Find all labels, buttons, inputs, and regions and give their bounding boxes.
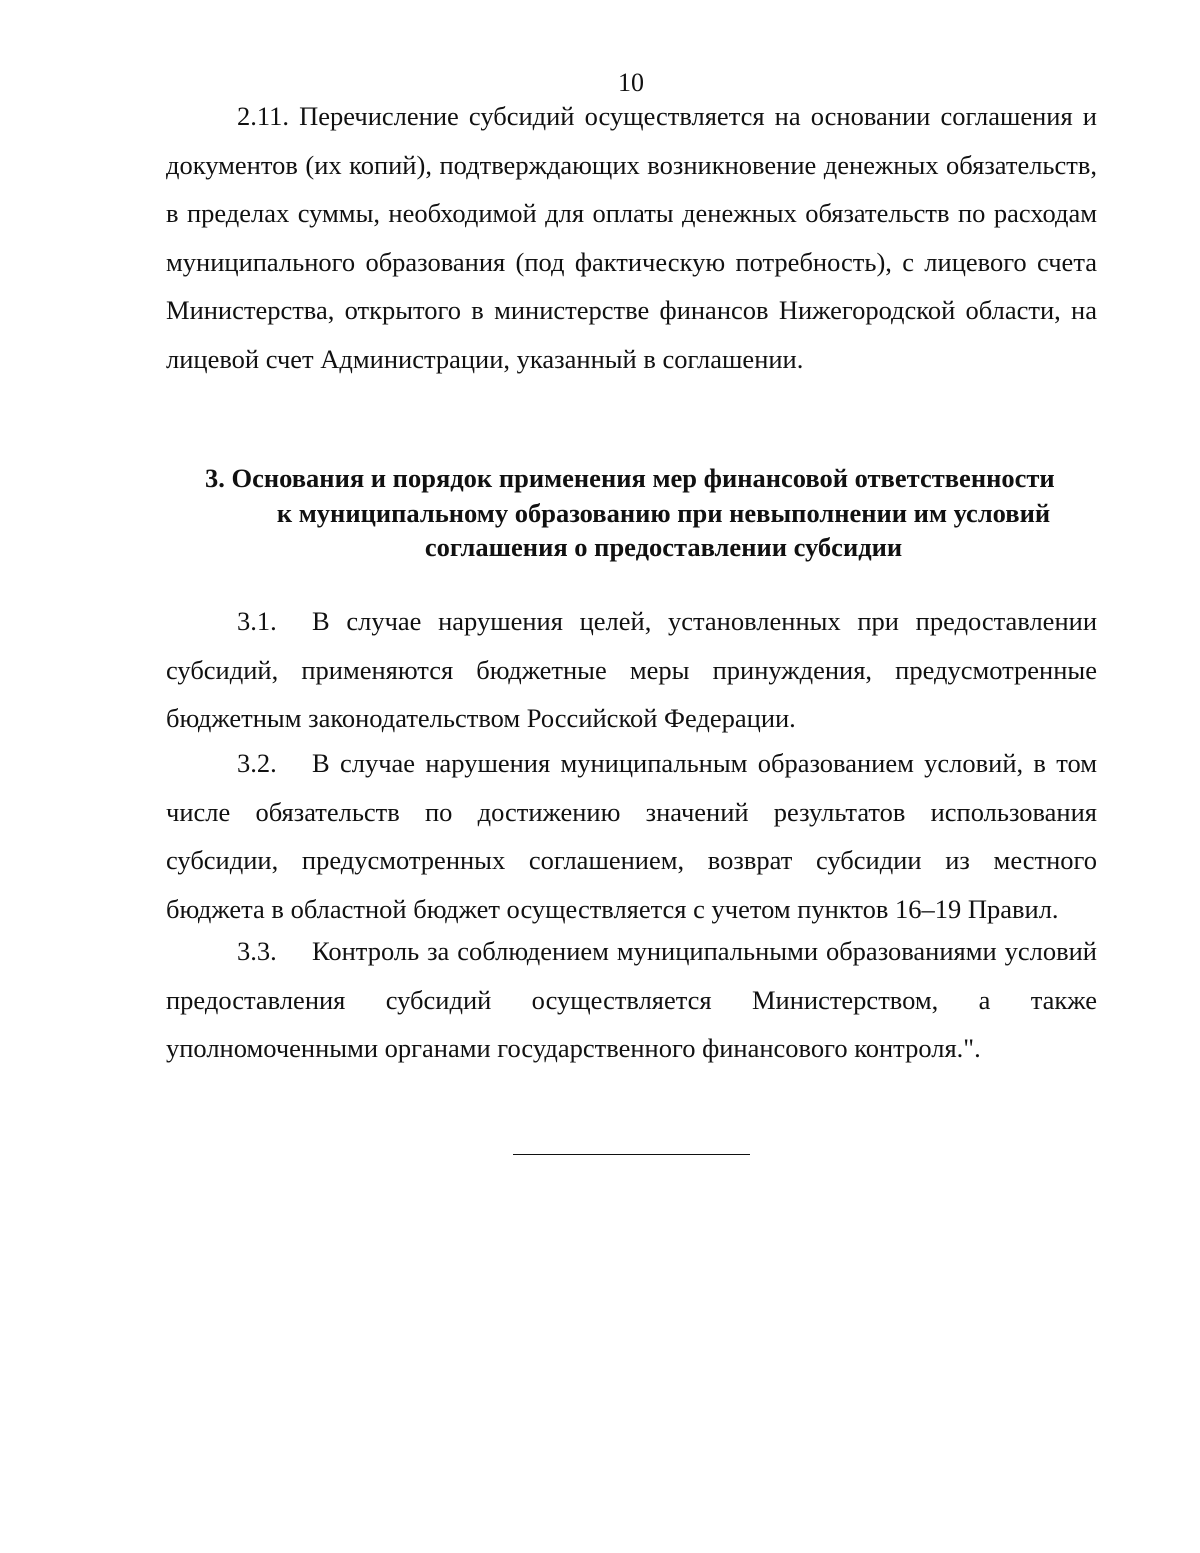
- paragraph-3-3-text: Контроль за соблюдением муниципальными образованиями условий предоставления субсидий осуществляется Министерством, а также уполномоченными органами государственного финансового контроля.".: [166, 936, 1097, 1064]
- paragraph-3-1-text: В случае нарушения целей, установленных при предоставлении субсидий, применяются бюджетные меры принуждения, предусмотренные бюджетным законодательством Российской Федерации.: [166, 606, 1097, 734]
- paragraph-3-3: [166, 927, 1097, 1073]
- page-number: 10: [618, 68, 644, 97]
- section-3-heading-line-3: соглашения о предоставлении субсидии: [424, 532, 903, 562]
- paragraph-3-2: [166, 739, 1097, 933]
- section-3-heading-line-2: к муниципальному образованию при невыполнении им условий: [276, 497, 1051, 528]
- paragraph-3-2-number: 3.2.: [237, 748, 277, 778]
- paragraph-3-2-text: В случае нарушения муниципальным образованием условий, в том числе обязательств по достижению значений результатов использования субсидии, предусмотренных соглашением, возврат субсидии из местного бюджета в областной бюджет осуществляется с учетом пунктов 16–19 Правил.: [166, 748, 1097, 924]
- paragraph-3-1-number: 3.1.: [237, 606, 277, 636]
- paragraph-3-3-number: 3.3.: [237, 936, 277, 966]
- section-3-heading: [166, 461, 1097, 565]
- section-3-heading-line-1: 3. Основания и порядок применения мер финансовой ответственности: [205, 463, 1055, 493]
- paragraph-2-11: 2.11. Перечисление субсидий осуществляется на основании соглашения и документов (их копий), подтверждающих возникновение денежных обязательств, в пределах суммы, необходимой для оплаты денежных обязательств по расходам муниципального образования (под фактическую потребность), с лицевого счета Министерства, открытого в министерстве финансов Нижегородской области, на лицевой счет Администрации, указанный в соглашении.: [166, 101, 1097, 374]
- paragraph-3-1: [166, 597, 1097, 743]
- end-of-document-rule: [513, 1154, 750, 1155]
